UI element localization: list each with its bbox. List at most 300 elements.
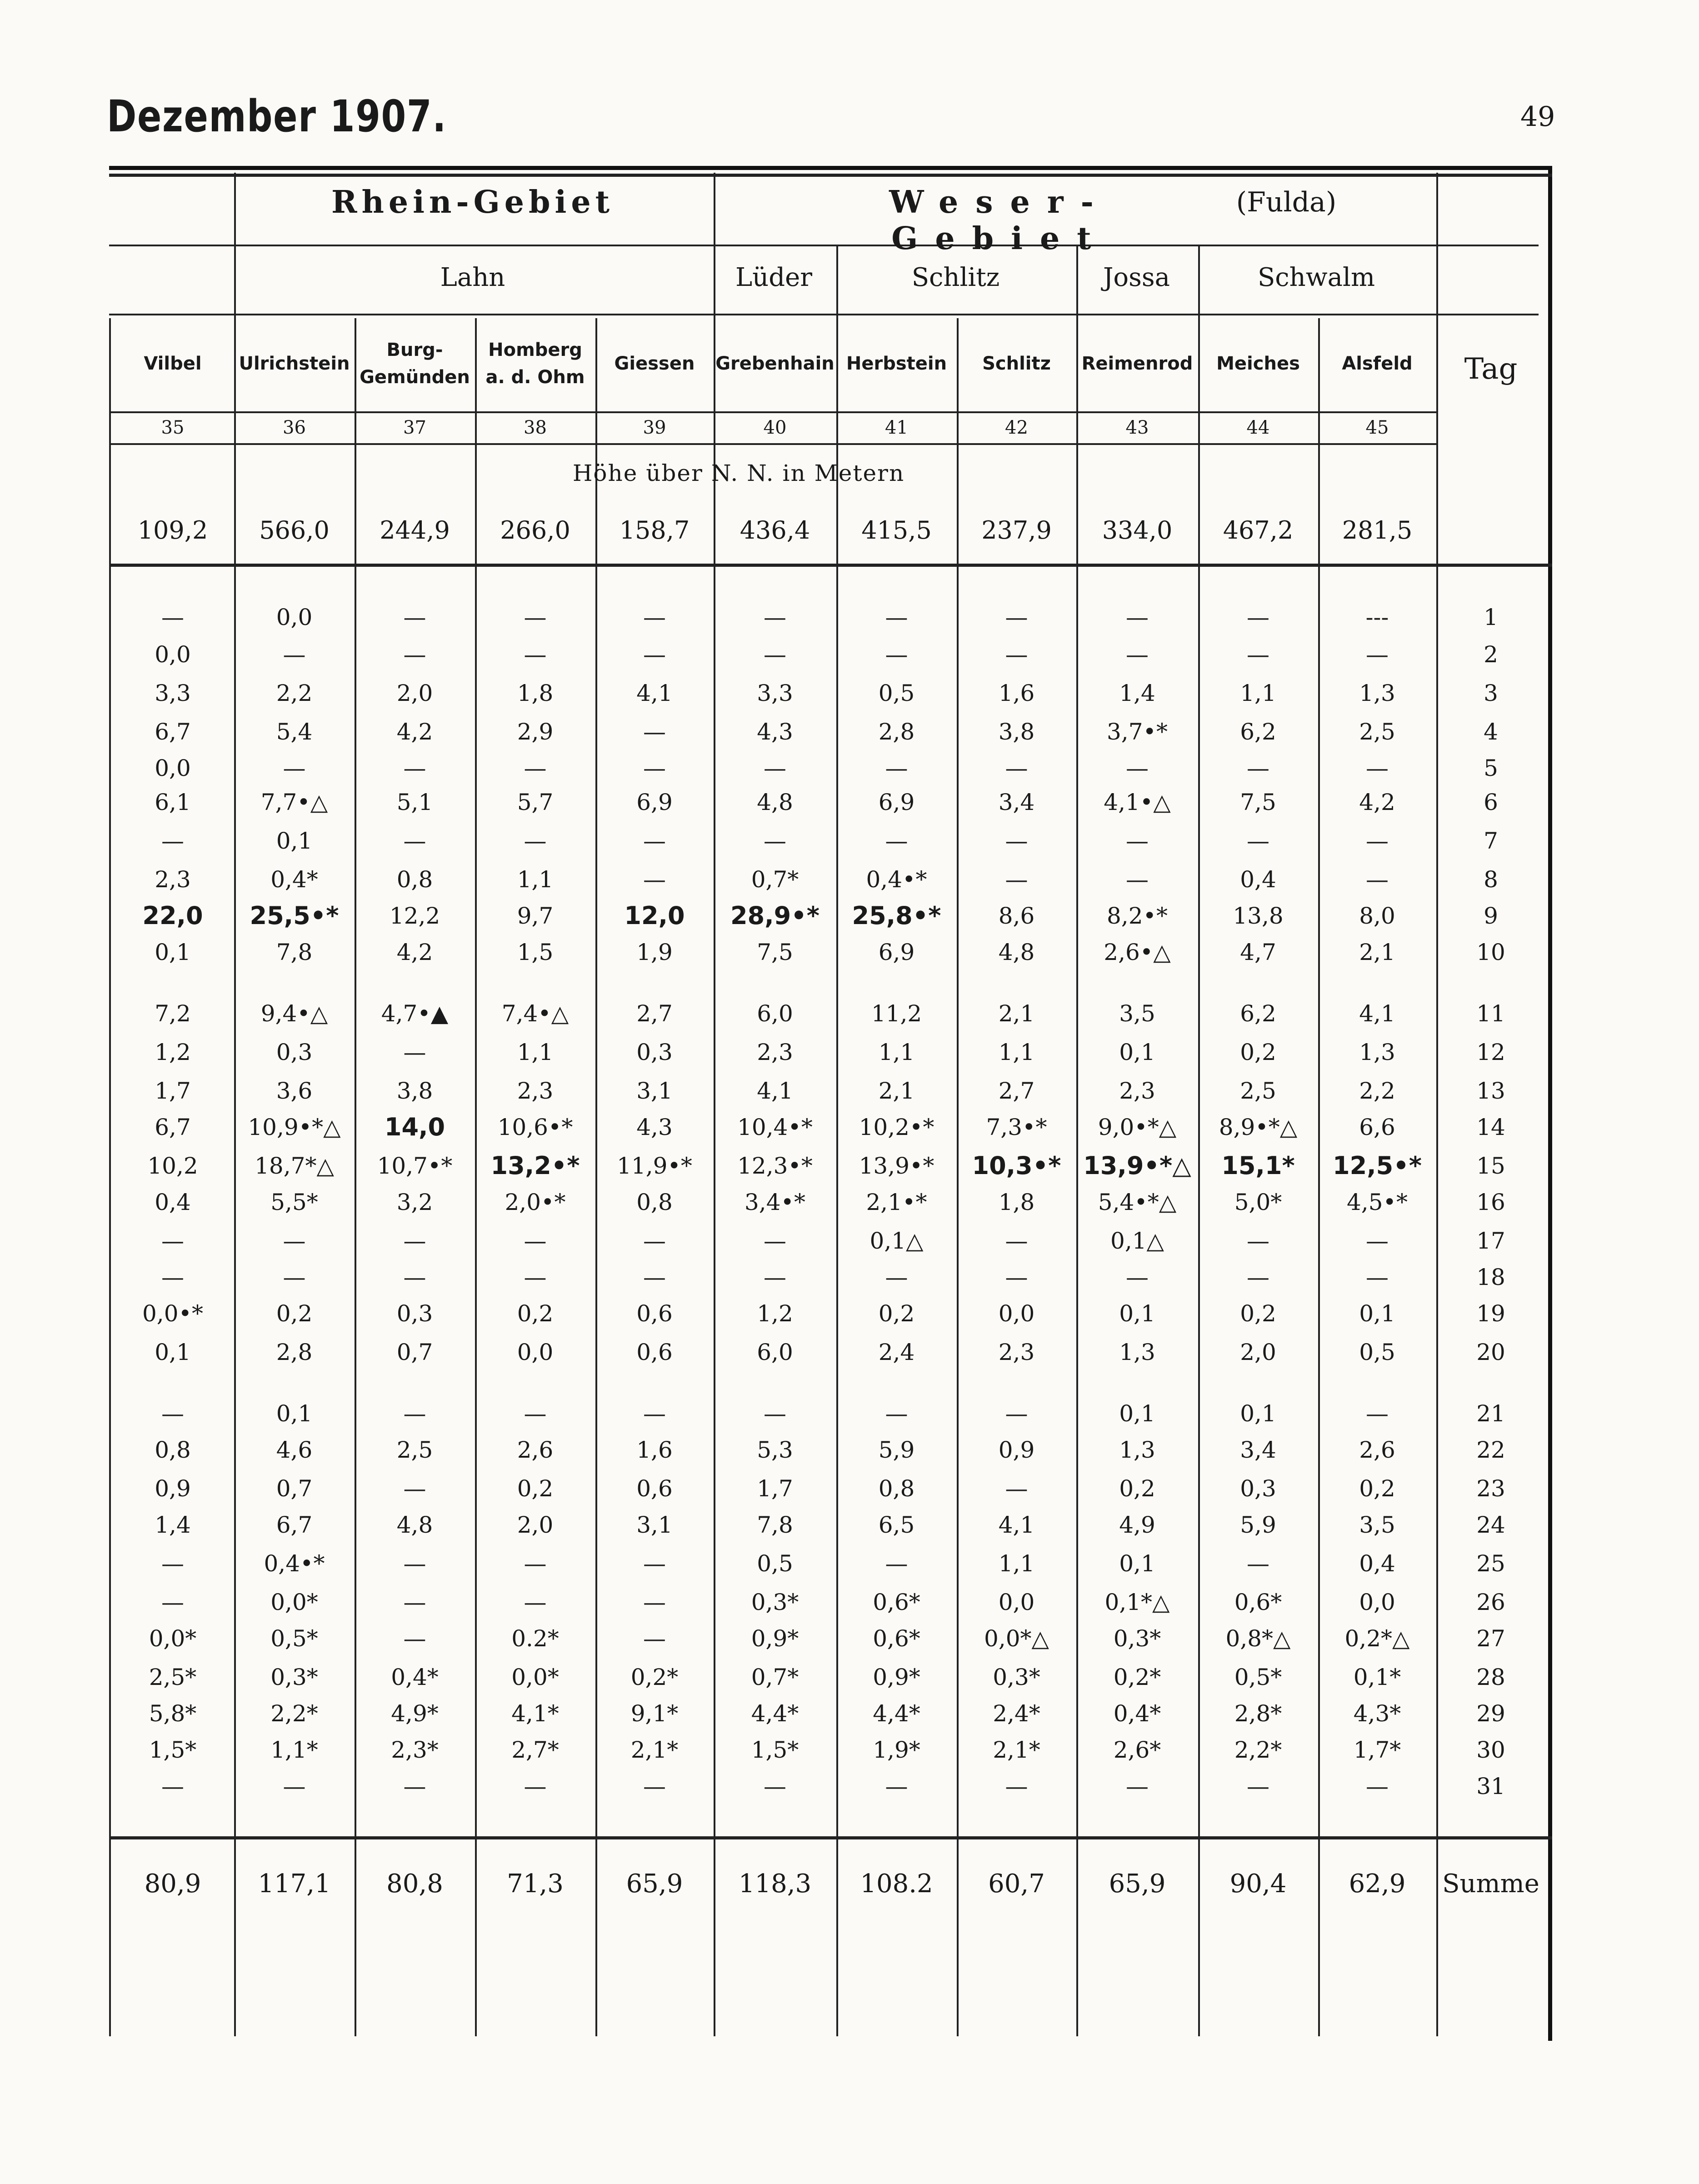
station-elevation: 281,5 <box>1342 516 1413 545</box>
table-cell: 4,4* <box>873 1700 920 1727</box>
table-cell: — <box>885 1400 908 1427</box>
table-cell: — <box>403 604 426 630</box>
station-elevation: 334,0 <box>1102 516 1173 545</box>
table-cell: — <box>524 1550 547 1577</box>
table-cell: 3,5 <box>1359 1512 1395 1538</box>
table-cell: 1,4 <box>1119 680 1155 706</box>
table-cell: 0,4* <box>1113 1700 1161 1727</box>
station-number: 42 <box>1005 417 1028 438</box>
table-cell: — <box>161 1773 184 1799</box>
table-cell: — <box>1005 755 1028 781</box>
table-cell: 0,0•* <box>142 1300 203 1327</box>
day-number: 29 <box>1476 1700 1505 1727</box>
table-cell: 4,7•▲ <box>381 1000 449 1027</box>
table-cell: 8,9•*△ <box>1219 1114 1298 1140</box>
table-cell: 0,5* <box>1234 1664 1282 1690</box>
table-cell: 0,3* <box>270 1664 318 1690</box>
table-cell: 2,6 <box>1359 1437 1395 1463</box>
table-cell: 0,2 <box>1240 1039 1276 1065</box>
table-cell: — <box>161 1264 184 1290</box>
table-cell: — <box>1126 828 1149 854</box>
table-cell: 1,3 <box>1119 1339 1155 1365</box>
day-number: 28 <box>1476 1664 1505 1690</box>
table-cell: 6,7 <box>155 1114 191 1140</box>
table-cell: 1,1 <box>998 1550 1035 1577</box>
day-number: 7 <box>1484 828 1498 854</box>
table-cell: 0,7 <box>396 1339 433 1365</box>
table-cell: 2,0 <box>517 1512 554 1538</box>
station-name: Schlitz <box>982 353 1051 374</box>
table-cell: — <box>403 1228 426 1254</box>
table-cell: 3,4 <box>1240 1437 1276 1463</box>
table-cell: — <box>764 1400 786 1427</box>
table-cell: 0,0* <box>270 1589 318 1615</box>
sum-cell: 71,3 <box>507 1869 564 1899</box>
table-cell: 2,3 <box>998 1339 1035 1365</box>
table-cell: — <box>1247 1228 1269 1254</box>
station-name: Alsfeld <box>1342 353 1413 374</box>
table-cell: 3,8 <box>396 1078 433 1104</box>
table-cell: 13,8 <box>1233 903 1284 929</box>
table-cell: 0,1 <box>1240 1400 1276 1427</box>
sum-cell: 117,1 <box>258 1869 331 1899</box>
table-cell: 0,5 <box>757 1550 793 1577</box>
table-cell: 4,5•* <box>1346 1189 1408 1215</box>
table-cell: 1,1 <box>517 1039 554 1065</box>
table-cell: 5,3 <box>757 1437 793 1463</box>
rule-0 <box>109 174 1552 177</box>
table-cell: 0,3 <box>396 1300 433 1327</box>
table-cell: 0,8 <box>636 1189 673 1215</box>
tag-header: Tag <box>1464 352 1518 386</box>
table-cell: 11,9•* <box>617 1153 692 1179</box>
table-cell: 2,2 <box>1359 1078 1395 1104</box>
table-cell: 4,1•△ <box>1104 789 1171 815</box>
table-cell: 4,1 <box>998 1512 1035 1538</box>
table-cell: — <box>403 641 426 668</box>
sum-cell: 62,9 <box>1349 1869 1406 1899</box>
day-number: 21 <box>1476 1400 1505 1427</box>
station-name: Ulrichstein <box>239 353 350 374</box>
table-cell: — <box>403 1589 426 1615</box>
station-name: Giessen <box>614 353 695 374</box>
table-cell: — <box>161 1400 184 1427</box>
table-cell: 7,8 <box>757 1512 793 1538</box>
station-name: Herbstein <box>846 353 947 374</box>
table-cell: 7,7•△ <box>260 789 328 815</box>
table-cell: 4,1* <box>511 1700 559 1727</box>
table-cell: — <box>1247 828 1269 854</box>
table-cell: 6,5 <box>878 1512 915 1538</box>
table-cell: 10,2•* <box>859 1114 934 1140</box>
table-cell: — <box>1126 641 1149 668</box>
table-cell: 0,0*△ <box>984 1625 1049 1652</box>
station-elevation: 237,9 <box>981 516 1052 545</box>
table-cell: 0,0* <box>511 1664 559 1690</box>
day-number: 23 <box>1476 1475 1505 1502</box>
day-number: 20 <box>1476 1339 1505 1365</box>
table-cell: 1,3 <box>1359 680 1395 706</box>
table-cell: — <box>885 1264 908 1290</box>
hoehe-title: Höhe über N. N. in Metern <box>572 460 905 486</box>
table-cell: 2,7 <box>636 1000 673 1027</box>
table-cell: — <box>1005 1228 1028 1254</box>
table-cell: 0,6 <box>636 1300 673 1327</box>
group-weser-gebiet: Weser-Gebiet <box>889 184 1111 257</box>
table-cell: — <box>1126 604 1149 630</box>
table-cell: 3,5 <box>1119 1000 1155 1027</box>
table-cell: — <box>1005 1264 1028 1290</box>
river-lueder: Lüder <box>735 263 812 292</box>
summe-label: Summe <box>1442 1869 1539 1899</box>
table-cell: 0.2* <box>511 1625 559 1652</box>
table-cell: 0,6 <box>636 1475 673 1502</box>
day-number: 26 <box>1476 1589 1505 1615</box>
table-cell: — <box>524 1773 547 1799</box>
table-cell: 0,3* <box>751 1589 799 1615</box>
table-cell: 3,1 <box>636 1512 673 1538</box>
day-number: 31 <box>1476 1773 1505 1799</box>
table-cell: 7,8 <box>276 939 313 965</box>
table-cell: 3,2 <box>396 1189 433 1215</box>
table-cell: 1,7* <box>1353 1737 1401 1763</box>
table-cell: — <box>764 1228 786 1254</box>
station-name: Vilbel <box>144 353 202 374</box>
table-cell: 0,5 <box>1359 1339 1395 1365</box>
station-elevation: 158,7 <box>619 516 690 545</box>
table-cell: 22,0 <box>142 901 203 930</box>
table-cell: 3,6 <box>276 1078 313 1104</box>
table-cell: 11,2 <box>871 1000 922 1027</box>
table-cell: 0,4 <box>1359 1550 1395 1577</box>
table-cell: 4,9* <box>391 1700 439 1727</box>
table-cell: 1,2 <box>757 1300 793 1327</box>
table-cell: — <box>1247 641 1269 668</box>
table-cell: 1,5 <box>517 939 554 965</box>
table-cell: 1,1* <box>270 1737 318 1763</box>
table-cell: 25,5•* <box>250 901 339 930</box>
table-cell: 2,0 <box>396 680 433 706</box>
day-number: 17 <box>1476 1228 1505 1254</box>
table-cell: — <box>283 755 306 781</box>
table-cell: 8,0 <box>1359 903 1395 929</box>
day-number: 2 <box>1484 641 1498 668</box>
table-cell: — <box>524 1228 547 1254</box>
day-number: 19 <box>1476 1300 1505 1327</box>
table-cell: 0,9* <box>873 1664 920 1690</box>
table-cell: 0,1 <box>1359 1300 1395 1327</box>
table-cell: 1,8 <box>517 680 554 706</box>
table-cell: — <box>1247 1264 1269 1290</box>
table-cell: 0,4•* <box>264 1550 325 1577</box>
table-cell: — <box>403 1400 426 1427</box>
table-cell: 10,2 <box>147 1153 198 1179</box>
day-number: 5 <box>1484 755 1498 781</box>
table-cell: 2,5* <box>149 1664 197 1690</box>
table-cell: 2,6* <box>1113 1737 1161 1763</box>
table-cell: 10,9•*△ <box>248 1114 341 1140</box>
col-rule-left <box>109 318 111 2036</box>
table-cell: 2,1•* <box>866 1189 927 1215</box>
table-cell: 2,1 <box>1359 939 1395 965</box>
station-number: 44 <box>1246 417 1270 438</box>
table-cell: 12,3•* <box>737 1153 813 1179</box>
table-cell: 18,7*△ <box>255 1153 334 1179</box>
table-cell: 0,1 <box>276 1400 313 1427</box>
table-cell: 0,1△ <box>1110 1228 1164 1254</box>
table-cell: — <box>1005 866 1028 893</box>
table-cell: — <box>1366 641 1389 668</box>
table-cell: 5,8* <box>149 1700 197 1727</box>
table-cell: — <box>1005 641 1028 668</box>
day-number: 27 <box>1476 1625 1505 1652</box>
table-cell: 1,9* <box>873 1737 920 1763</box>
table-cell: 2,8 <box>276 1339 313 1365</box>
col-rule-5 <box>836 245 838 2036</box>
table-cell: 12,5•* <box>1333 1151 1422 1180</box>
table-cell: 1,3 <box>1119 1437 1155 1463</box>
river-jossa: Jossa <box>1103 263 1170 292</box>
table-cell: 3,4•* <box>744 1189 805 1215</box>
station-elevation: 436,4 <box>740 516 810 545</box>
table-cell: 0,3 <box>1240 1475 1276 1502</box>
table-cell: 1,1 <box>998 1039 1035 1065</box>
table-cell: 4,1 <box>636 680 673 706</box>
table-cell: — <box>403 1039 426 1065</box>
table-cell: 1,7 <box>155 1078 191 1104</box>
table-cell: 1,5* <box>751 1737 799 1763</box>
table-cell: 15,1* <box>1221 1151 1295 1180</box>
table-cell: 0,1 <box>1119 1039 1155 1065</box>
table-cell: 12,2 <box>389 903 440 929</box>
table-cell: 8,6 <box>998 903 1035 929</box>
table-cell: 4,6 <box>276 1437 313 1463</box>
station-number: 40 <box>763 417 787 438</box>
day-number: 12 <box>1476 1039 1505 1065</box>
table-cell: 1,8 <box>998 1189 1035 1215</box>
table-cell: — <box>283 641 306 668</box>
table-cell: 7,5 <box>757 939 793 965</box>
table-cell: 2,8* <box>1234 1700 1282 1727</box>
table-cell: — <box>885 1550 908 1577</box>
table-cell: 0,0 <box>276 604 313 630</box>
table-cell: 2,1* <box>993 1737 1040 1763</box>
table-cell: 0,6* <box>873 1625 920 1652</box>
group-weser-sub: (Fulda) <box>1236 186 1337 218</box>
table-cell: — <box>885 755 908 781</box>
table-cell: 2,0•* <box>505 1189 566 1215</box>
river-lahn: Lahn <box>440 263 505 292</box>
table-cell: 2,3 <box>517 1078 554 1104</box>
sum-cell: 80,9 <box>144 1869 201 1899</box>
table-cell: — <box>885 1773 908 1799</box>
table-cell: — <box>283 1264 306 1290</box>
table-cell: 0,3 <box>276 1039 313 1065</box>
table-cell: 0,1 <box>1119 1300 1155 1327</box>
table-cell: 6,7 <box>276 1512 313 1538</box>
table-cell: 0,3* <box>1113 1625 1161 1652</box>
table-cell: — <box>643 1264 666 1290</box>
table-cell: 4,2 <box>396 939 433 965</box>
table-cell: — <box>643 866 666 893</box>
table-cell: 6,2 <box>1240 1000 1276 1027</box>
table-cell: 5,1 <box>396 789 433 815</box>
table-cell: 0,1 <box>155 1339 191 1365</box>
table-cell: 10,6•* <box>497 1114 573 1140</box>
table-cell: 0,3* <box>993 1664 1040 1690</box>
table-cell: 0,1 <box>1119 1400 1155 1427</box>
table-cell: 0,2* <box>630 1664 679 1690</box>
table-cell: 0,5* <box>270 1625 318 1652</box>
table-cell: 0,0 <box>155 755 191 781</box>
table-cell: — <box>764 1264 786 1290</box>
table-cell: 0,0 <box>1359 1589 1395 1615</box>
table-cell: 1,1 <box>1240 680 1276 706</box>
table-cell: 6,0 <box>757 1000 793 1027</box>
table-cell: — <box>1247 1550 1269 1577</box>
station-number: 36 <box>283 417 306 438</box>
table-cell: — <box>643 1589 666 1615</box>
river-schwalm: Schwalm <box>1257 263 1375 292</box>
table-cell: 0,2*△ <box>1344 1625 1410 1652</box>
table-cell: — <box>524 1264 547 1290</box>
table-cell: 0,0 <box>998 1300 1035 1327</box>
day-number: 18 <box>1476 1264 1505 1290</box>
group-rhein-gebiet: Rhein-Gebiet <box>331 184 615 220</box>
table-cell: — <box>1005 604 1028 630</box>
table-cell: 9,1* <box>630 1700 679 1727</box>
rule-5 <box>109 443 1436 445</box>
table-cell: 0,0 <box>155 641 191 668</box>
table-cell: 0,1 <box>155 939 191 965</box>
table-cell: 12,0 <box>624 901 685 930</box>
table-cell: 0,4* <box>270 866 318 893</box>
table-cell: 3,1 <box>636 1078 673 1104</box>
table-cell: 0,1△ <box>869 1228 924 1254</box>
table-cell: — <box>403 1264 426 1290</box>
day-number: 8 <box>1484 866 1498 893</box>
table-cell: — <box>764 755 786 781</box>
day-number: 3 <box>1484 680 1498 706</box>
table-cell: 0,2 <box>1240 1300 1276 1327</box>
table-cell: — <box>1247 604 1269 630</box>
table-cell: — <box>1366 828 1389 854</box>
table-cell: — <box>403 1773 426 1799</box>
station-name: Burg- Gemünden <box>360 340 470 388</box>
table-cell: 28,9•* <box>730 901 820 930</box>
table-cell: 0,2 <box>517 1475 554 1502</box>
table-cell: 2,7 <box>998 1078 1035 1104</box>
table-cell: 1,9 <box>636 939 673 965</box>
table-cell: — <box>161 604 184 630</box>
table-cell: 1,1 <box>517 866 554 893</box>
table-cell: — <box>1126 755 1149 781</box>
table-cell: 13,9•*△ <box>1083 1151 1191 1180</box>
table-cell: 2,3 <box>155 866 191 893</box>
table-cell: 13,9•* <box>859 1153 934 1179</box>
table-cell: — <box>1005 1773 1028 1799</box>
day-number: 14 <box>1476 1114 1505 1140</box>
table-cell: — <box>524 1400 547 1427</box>
table-cell: — <box>403 1475 426 1502</box>
station-number: 45 <box>1365 417 1389 438</box>
table-cell: 3,8 <box>998 719 1035 745</box>
day-number: 6 <box>1484 789 1498 815</box>
table-cell: — <box>403 1550 426 1577</box>
table-cell: 0,7* <box>751 866 799 893</box>
table-cell: — <box>161 1589 184 1615</box>
table-cell: 10,3•* <box>972 1151 1061 1180</box>
table-cell: — <box>403 1625 426 1652</box>
table-cell: 10,4•* <box>737 1114 813 1140</box>
station-name: Reimenrod <box>1081 353 1193 374</box>
table-cell: 4,8 <box>998 939 1035 965</box>
table-cell: 2,2* <box>270 1700 318 1727</box>
day-number: 10 <box>1476 939 1505 965</box>
table-cell: 1,7 <box>757 1475 793 1502</box>
table-cell: — <box>643 604 666 630</box>
station-elevation: 566,0 <box>259 516 330 545</box>
table-cell: — <box>1366 1773 1389 1799</box>
table-cell: — <box>885 828 908 854</box>
table-cell: 25,8•* <box>852 901 941 930</box>
station-number: 37 <box>403 417 426 438</box>
table-cell: 4,9 <box>1119 1512 1155 1538</box>
table-cell: 4,8 <box>396 1512 433 1538</box>
table-cell: 0,5 <box>878 680 915 706</box>
table-cell: — <box>1005 1400 1028 1427</box>
table-cell: 2,2* <box>1234 1737 1282 1763</box>
table-cell: — <box>524 604 547 630</box>
table-cell: 3,3 <box>155 680 191 706</box>
station-number: 35 <box>161 417 185 438</box>
table-cell: 4,3* <box>1353 1700 1401 1727</box>
table-cell: 2,9 <box>517 719 554 745</box>
table-cell: 6,7 <box>155 719 191 745</box>
table-cell: — <box>161 1228 184 1254</box>
table-cell: 5,4•*△ <box>1098 1189 1177 1215</box>
table-cell: 5,9 <box>878 1437 915 1463</box>
table-cell: 8,2•* <box>1106 903 1168 929</box>
table-cell: — <box>764 604 786 630</box>
station-name: Grebenhain <box>715 353 835 374</box>
table-cell: 0,1* <box>1353 1664 1401 1690</box>
table-cell: 2,3 <box>1119 1078 1155 1104</box>
table-cell: 2,1* <box>630 1737 679 1763</box>
table-cell: 0,0 <box>998 1589 1035 1615</box>
table-cell: 0,1 <box>1119 1550 1155 1577</box>
station-number: 43 <box>1125 417 1149 438</box>
table-cell: 6,0 <box>757 1339 793 1365</box>
table-cell: 13,2•* <box>490 1151 580 1180</box>
col-rule-7 <box>1076 245 1078 2036</box>
table-cell: 0,9* <box>751 1625 799 1652</box>
table-cell: — <box>1126 866 1149 893</box>
table-cell: — <box>403 755 426 781</box>
table-cell: 4,4* <box>751 1700 799 1727</box>
table-cell: 9,7 <box>517 903 554 929</box>
table-cell: 2,6 <box>517 1437 554 1463</box>
station-name: Meiches <box>1216 353 1300 374</box>
table-cell: 6,9 <box>878 789 915 815</box>
rule-6 <box>109 564 1552 567</box>
table-cell: 0,2 <box>517 1300 554 1327</box>
table-cell: 0,4 <box>155 1189 191 1215</box>
station-elevation: 266,0 <box>500 516 570 545</box>
station-name: Homberg a. d. Ohm <box>485 340 585 388</box>
table-cell: 0,8 <box>878 1475 915 1502</box>
table-cell: — <box>1366 1264 1389 1290</box>
